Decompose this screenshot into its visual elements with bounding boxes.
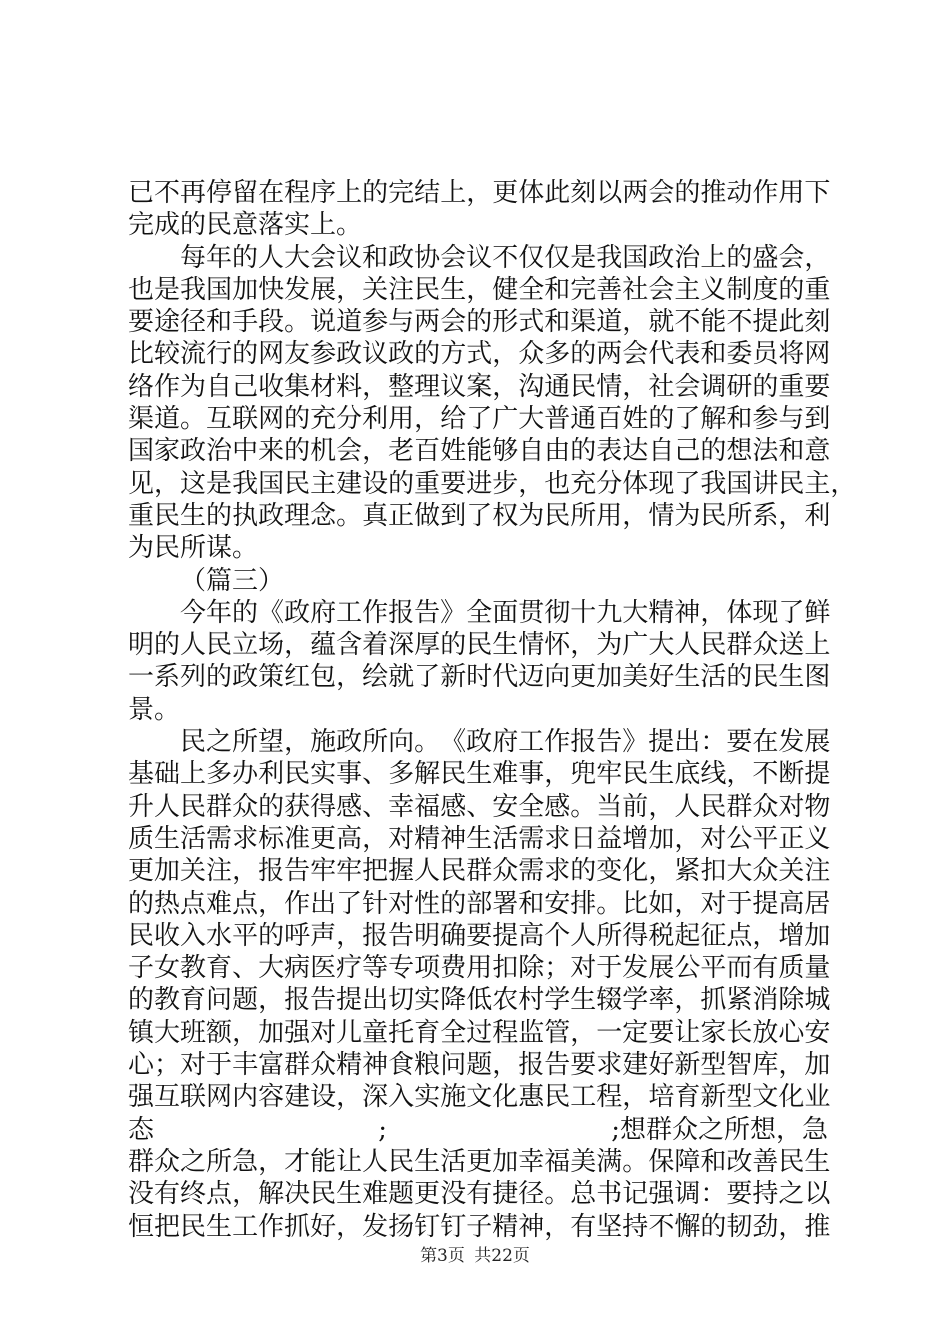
text-line: 为民所谋。: [128, 533, 259, 564]
text-line: 的 教 育 问 题 ， 报 告 提 出 切 实 降 低 农 村 学 生 辍 学 率 ， 抓 紧 消 除 城: [128, 985, 831, 1016]
text-line: 质 生 活 需 求 标 准 更 高 ， 对 精 神 生 活 需 求 日 益 增 加 ， 对 公 平 正 义: [128, 823, 831, 854]
text-line: 每 年 的 人 大 会 议 和 政 协 会 议 不 仅 仅 是 我 国 政 治 上 的 盛 会 ，: [180, 242, 831, 273]
text-line: 基 础 上 多 办 利 民 实 事 、 多 解 民 生 难 事 ， 兜 牢 民 生 底 线 ， 不 断 提: [128, 759, 831, 790]
text-line: 没 有 终 点 ， 解 决 民 生 难 题 更 没 有 捷 径 。 总 书 记 强 调 ： 要 持 之 以: [128, 1179, 831, 1210]
text-line: 升 人 民 群 众 的 获 得 感 、 幸 福 感 、 安 全 感 。 当 前 ， 人 民 群 众 对 物: [128, 791, 831, 822]
text-line: 民 收 入 水 平 的 呼 声 ， 报 告 明 确 要 提 高 个 人 所 得 税 起 征 点 ， 增 加: [128, 920, 831, 951]
text-line: 完成的民意落实上。: [128, 210, 363, 241]
text-line: 心 ； 对 于 丰 富 群 众 精 神 食 粮 问 题 ， 报 告 要 求 建 好 新 型 智 库 ， 加: [128, 1050, 831, 1081]
page-number: 第3页: [420, 1246, 465, 1266]
text-line: 态 ; ;想群众之所想，急: [128, 1114, 828, 1145]
text-line: 恒 把 民 生 工 作 抓 好 ， 发 扬 钉 钉 子 精 神 ， 有 坚 持 不 懈 的 韧 劲 ， 推: [128, 1211, 831, 1242]
text-line: 国 家 政 治 中 来 的 机 会 ， 老 百 姓 能 够 自 由 的 表 达 自 己 的 想 法 和 意: [128, 436, 831, 467]
text-line: 一 系 列 的 政 策 红 包 ， 绘 就 了 新 时 代 迈 向 更 加 美 好 生 活 的 民 生 图: [128, 662, 831, 693]
text-line: 更 加 关 注 ， 报 告 牢 牢 把 握 人 民 群 众 需 求 的 变 化 ， 紧 扣 大 众 关 注: [128, 856, 831, 887]
text-line: 重 民 生 的 执 政 理 念 。 真 正 做 到 了 权 为 民 所 用 ， 情 为 民 所 系 ， 利: [128, 500, 831, 531]
text-line: 景。: [128, 694, 181, 725]
text-line: （篇三）: [180, 565, 285, 596]
document-body: [128, 177, 857, 1243]
text-line: 今 年 的 《 政 府 工 作 报 告 》 全 面 贯 彻 十 九 大 精 神 ， 体 现 了 鲜: [180, 597, 831, 628]
text-line: 已 不 再 停 留 在 程 序 上 的 完 结 上 ， 更 体 此 刻 以 两 会 的 推 动 作 用 下: [128, 178, 831, 208]
text-line: 要 途 径 和 手 段 。 说 道 参 与 两 会 的 形 式 和 渠 道 ， 就 不 能 不 提 此 刻: [128, 307, 831, 338]
page-footer: [0, 1241, 950, 1266]
text-line: 强 互 联 网 内 容 建 设 ， 深 入 实 施 文 化 惠 民 工 程 ， 培 育 新 型 文 化 业: [128, 1082, 831, 1113]
text-line: 子 女 教 育 、 大 病 医 疗 等 专 项 费 用 扣 除 ； 对 于 发 展 公 平 而 有 质 量: [128, 953, 831, 984]
total-pages: 共22页: [474, 1246, 530, 1266]
text-line: 比 较 流 行 的 网 友 参 政 议 政 的 方 式 ， 众 多 的 两 会 代 表 和 委 员 将 网: [128, 339, 831, 370]
text-line: 络 作 为 自 己 收 集 材 料 ， 整 理 议 案 ， 沟 通 民 情 ， 社 会 调 研 的 重 要: [128, 371, 831, 402]
text-line: 的 热 点 难 点 ， 作 出 了 针 对 性 的 部 署 和 安 排 。 比 如 ， 对 于 提 高 居: [128, 888, 831, 919]
text-line: 民 之 所 望 ， 施 政 所 向 。 《 政 府 工 作 报 告 》 提 出 ： 要 在 发 展: [180, 727, 831, 758]
text-line: 渠 道 。 互 联 网 的 充 分 利 用 ， 给 了 广 大 普 通 百 姓 的 了 解 和 参 与 到: [128, 404, 831, 435]
text-line: 群 众 之 所 急 ， 才 能 让 人 民 生 活 更 加 幸 福 美 满 。 保 障 和 改 善 民 生: [128, 1146, 831, 1177]
text-line: 明 的 人 民 立 场 ， 蕴 含 着 深 厚 的 民 生 情 怀 ， 为 广 大 人 民 群 众 送 上: [128, 630, 831, 661]
text-line: 镇 大 班 额 ， 加 强 对 儿 童 托 育 全 过 程 监 管 ， 一 定 要 让 家 长 放 心 安: [128, 1017, 831, 1048]
text-line: 见 ， 这 是 我 国 民 主 建 设 的 重 要 进 步 ， 也 充 分 体 现 了 我 国 讲 民 主 ，: [128, 468, 857, 499]
text-line: 也 是 我 国 加 快 发 展 ， 关 注 民 生 ， 健 全 和 完 善 社 会 主 义 制 度 的 重: [128, 274, 831, 305]
